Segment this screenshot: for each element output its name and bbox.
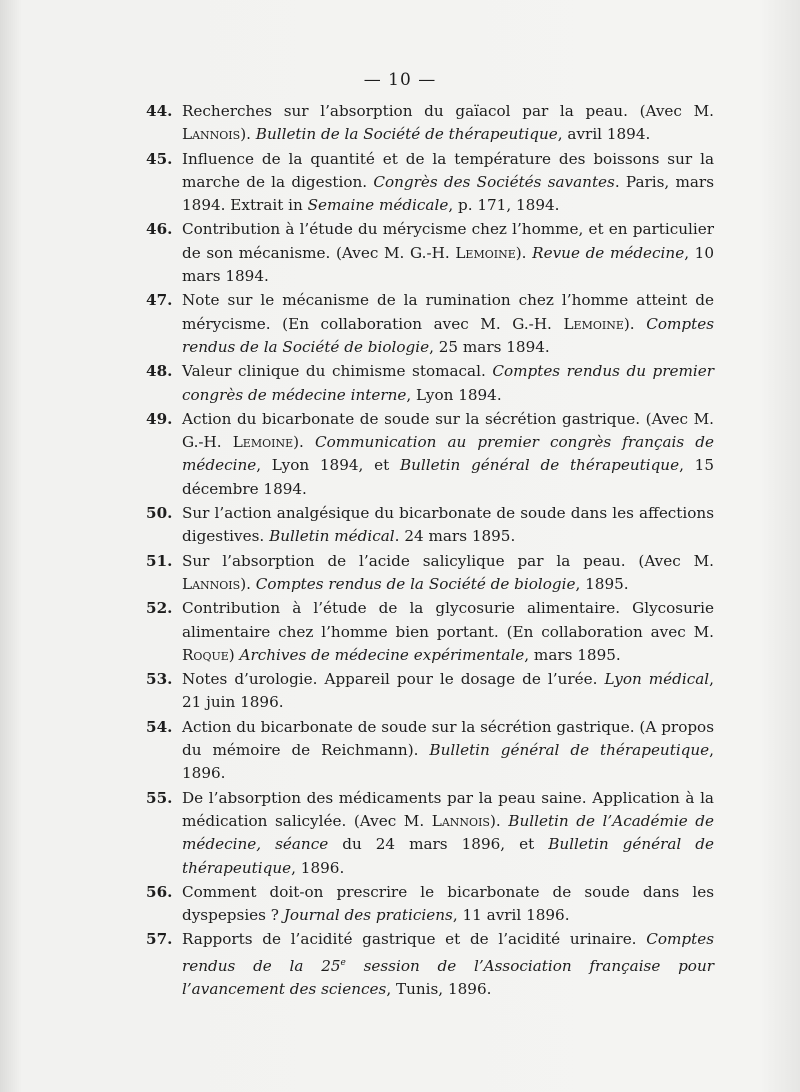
entry-source-text: Comptes rendus de la Société de biologie [255, 574, 576, 593]
bibliography-entry [146, 787, 714, 880]
entry-text: Influence de la quantité et de la température des boissons sur la marche de la digestion. [182, 149, 714, 191]
entry-source-text: Bulletin général de thérapeutique [429, 741, 710, 760]
entry-source-text: Journal des praticiens [283, 906, 453, 925]
entry-text: ). [515, 243, 533, 262]
entry-source-text: Bulletin médical [269, 527, 395, 546]
entry-source-text: Archives de médecine expérimentale [239, 645, 525, 664]
bibliography-entry [146, 408, 714, 501]
entry-author-name: Lannois [182, 125, 241, 144]
entry-text: Contribution à l’étude de la glycosurie alimentaire. Glycosurie alimentaire chez l’homme bien portant. (En collaboration avec M. [182, 599, 714, 641]
entry-text: ). [489, 811, 509, 830]
entry-number: 48. [146, 362, 173, 381]
entry-number: 52. [146, 599, 173, 618]
bibliography-entry [146, 360, 714, 407]
entry-author-name: Roque [182, 645, 229, 664]
entry-text: ). [240, 574, 256, 593]
entry-number: 49. [146, 409, 173, 428]
entry-text: . 24 mars 1895. [394, 527, 516, 546]
entry-text: ) [228, 645, 240, 664]
entry-text: , 11 avril 1896. [452, 906, 570, 925]
entry-text: , Tunis, 1896. [386, 980, 492, 999]
entry-text: Action du bicarbonate de soude sur la sécrétion gastrique. (A propos du mémoire de Reichmann). [182, 717, 714, 760]
entry-author-name: Lemoine [563, 314, 624, 333]
bibliography-list [146, 100, 714, 1002]
entry-text: , 1896. [291, 858, 345, 877]
entry-text: , Lyon 1894, et [256, 456, 400, 475]
entry-author-name: Lemoine [232, 433, 294, 452]
entry-text: ). [623, 314, 647, 333]
entry-text: ). [293, 433, 315, 452]
bibliography-entry [146, 100, 714, 147]
entry-number: 44. [146, 102, 173, 120]
entry-number: 56. [146, 882, 173, 901]
entry-source-text: Bulletin général de thérapeutique [399, 456, 680, 475]
entry-text: , mars 1895. [524, 645, 621, 664]
entry-text: du 24 mars 1896, et [328, 835, 549, 854]
bibliography-entry [146, 502, 714, 549]
entry-text: Action du bicarbonate de soude sur la sécrétion gastrique. (Avec M. G.-H. [182, 409, 714, 452]
entry-text: , 25 mars 1894. [429, 337, 550, 356]
entry-text: . Paris, mars 1894. Extrait in [182, 172, 714, 215]
entry-number: 45. [146, 149, 173, 168]
entry-text: Valeur clinique du chimisme stomacal. [182, 362, 493, 381]
entry-source-text: Revue de médecine [532, 243, 685, 262]
bibliography-entry [146, 668, 714, 715]
bibliography-entry [146, 928, 714, 1001]
entry-text: , p. 171, 1894. [448, 196, 560, 215]
bibliography-entry [146, 550, 714, 597]
entry-text: e [340, 957, 346, 968]
entry-text: , Lyon 1894. [406, 385, 502, 404]
entry-source-text: Comptes rendus du premier congrès de médecine interne [182, 362, 714, 404]
entry-number: 46. [146, 220, 173, 239]
bibliography-entry [146, 716, 714, 786]
entry-number: 57. [146, 930, 173, 949]
entry-source-text: Communication au premier congrès français de médecine [182, 433, 714, 475]
entry-text: , 1895. [575, 574, 629, 593]
entry-text: Sur l’action analgésique du bicarbonate de soude dans les affections digestives. [182, 504, 714, 546]
entry-source-text: Comptes rendus de la 25 [182, 930, 714, 975]
entry-source-text: Congrès des Sociétés savantes [373, 172, 615, 191]
bibliography-entry [146, 148, 714, 218]
entry-text: Note sur le mécanisme de la rumination chez l’homme atteint de mérycisme. (En collaboration avec M. G.-H. [182, 291, 714, 333]
bibliography-entry [146, 289, 714, 359]
entry-author-name: Lemoine [455, 243, 516, 262]
entry-source-text: Lyon médical [604, 670, 710, 689]
entry-text: , 15 décembre 1894. [182, 456, 714, 498]
entry-text: Contribution à l’étude du mérycisme chez l’homme, et en particulier de son mécanisme. (Avec M. G.-H. [182, 220, 714, 262]
entry-text: Sur l’absorption de l’acide salicylique par la peau. (Avec M. [182, 551, 714, 570]
entry-source-text: Comptes rendus de la Société de biologie [182, 314, 714, 356]
entry-text: , 10 mars 1894. [182, 243, 714, 286]
entry-text: , 21 juin 1896. [182, 670, 714, 712]
entry-text: Rapports de l’acidité gastrique et de l’acidité urinaire. [182, 930, 647, 949]
entry-source-text: Semaine médicale [307, 196, 449, 215]
entry-text: Comment doit-on prescrire le bicarbonate de soude dans les dyspepsies ? [182, 882, 714, 925]
entry-text: Notes d’urologie. Appareil pour le dosage de l’urée. [182, 670, 605, 689]
bibliography-entry [146, 218, 714, 288]
entry-text: De l’absorption des médicaments par la peau saine. Application à la médication salicylée. (Avec M. [182, 788, 714, 830]
entry-author-name: Lannois [182, 574, 241, 593]
entry-text: , 1896. [182, 741, 714, 783]
entry-text: ). [240, 125, 256, 144]
entry-number: 47. [146, 291, 173, 310]
entry-source-text: Bulletin général de thérapeutique [182, 835, 715, 877]
entry-number: 51. [146, 551, 173, 570]
entry-source-text: Bulletin de l’Académie de médecine, séance [182, 811, 715, 854]
page-number: — 10 — [363, 70, 437, 90]
entry-author-name: Lannois [431, 811, 490, 830]
bibliography-entry [146, 597, 714, 667]
entry-text: , avril 1894. [557, 125, 651, 144]
entry-source-text: session de l’Association française pour l’avancement des sciences [182, 956, 714, 999]
entry-number: 50. [146, 504, 173, 523]
entry-number: 55. [146, 788, 173, 807]
entry-text: Recherches sur l’absorption du gaïacol par la peau. (Avec M. [182, 102, 714, 120]
entry-source-text: Bulletin de la Société de thérapeutique [255, 125, 558, 144]
bibliography-entry [146, 881, 714, 928]
entry-number: 53. [146, 670, 173, 689]
entry-number: 54. [146, 717, 173, 736]
